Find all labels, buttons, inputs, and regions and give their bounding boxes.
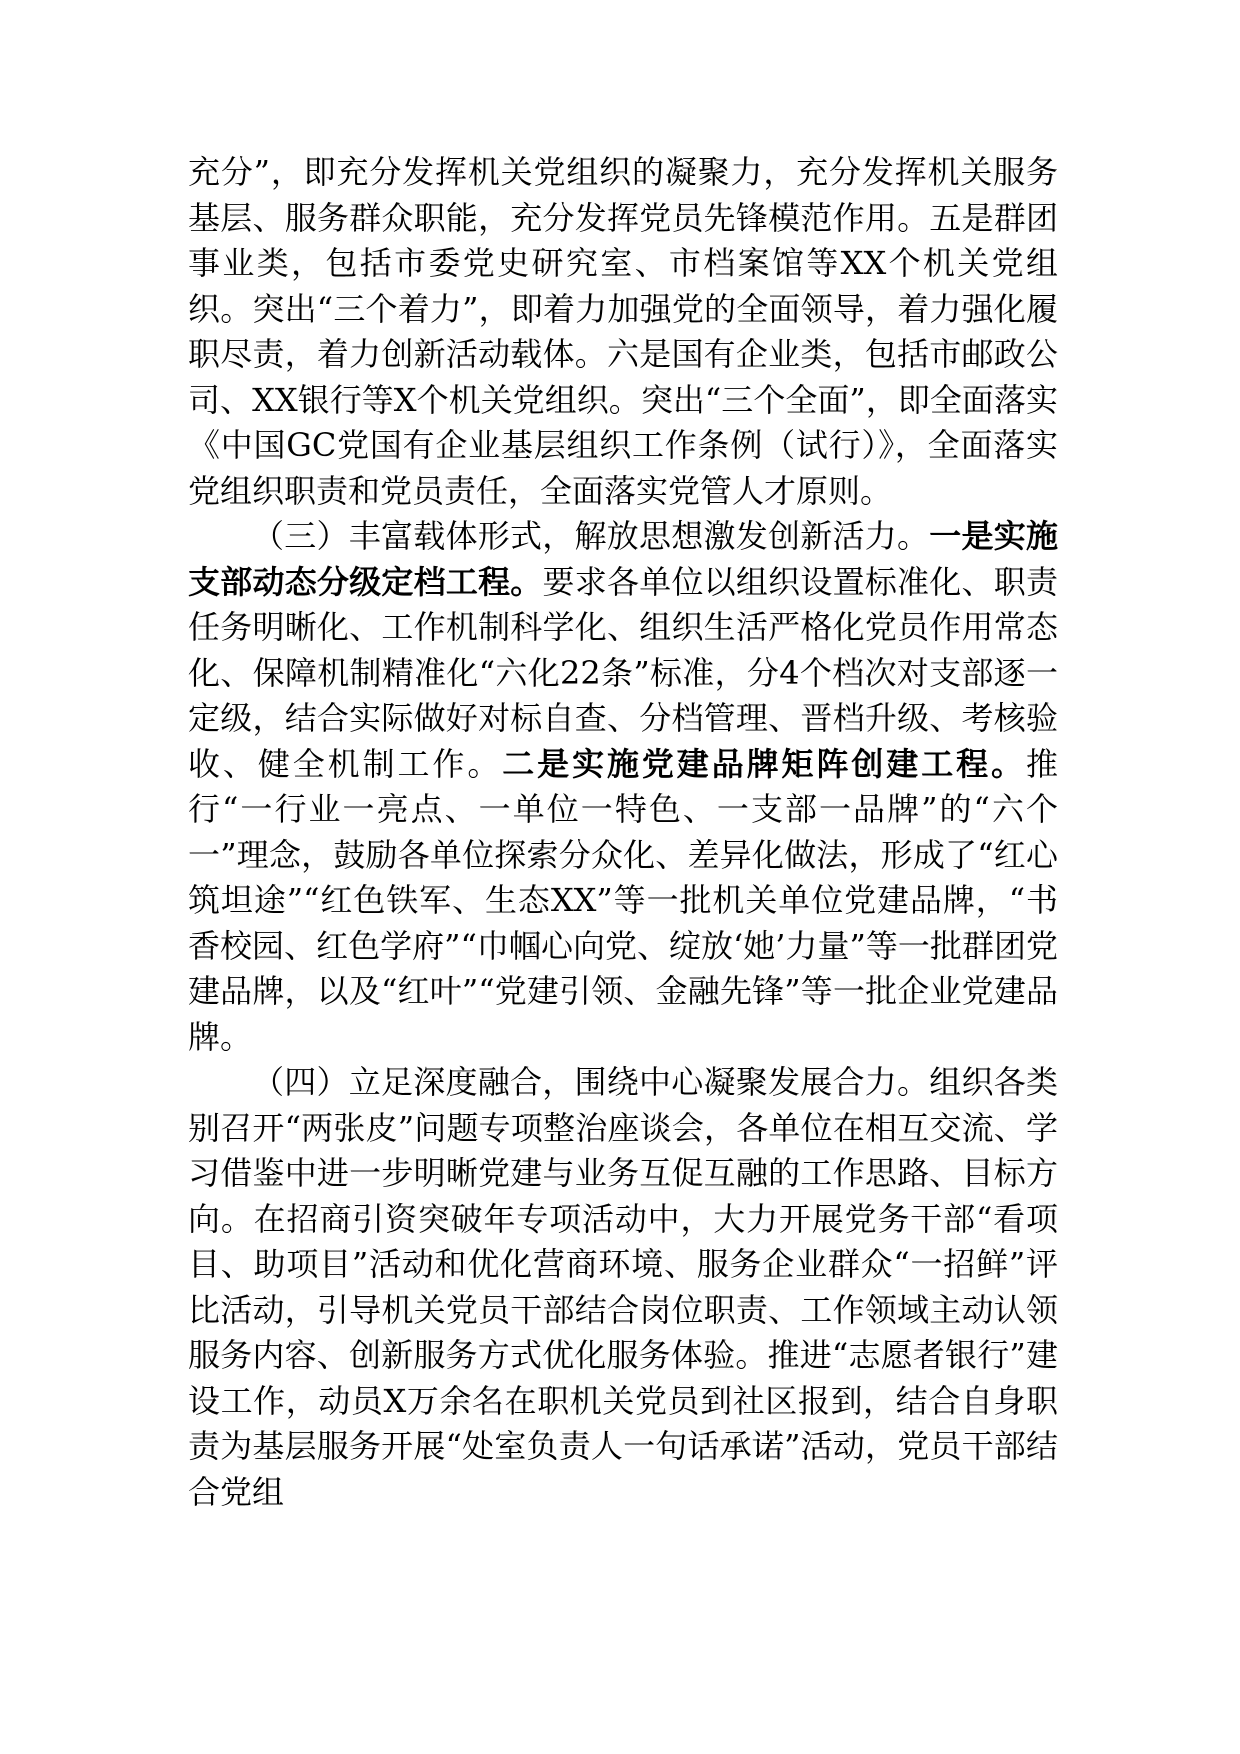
paragraph-2-body-1: 要求各单位以组织设置标准化、职责任务明晰化、工作机制科学化、组织生活严格化党员作用常态化、保障机制精准化“六化22条”标准，分4个档次对支部逐一定级，结合实际做好对标自查、分档管理、晋档升级、考核验收、健全机制工作。 <box>188 562 1058 783</box>
paragraph-2-bold-item-1: 一是实施支部动态分级定档工程。 <box>188 517 1058 601</box>
paragraph-1 <box>188 150 1058 514</box>
paragraph-2-bold-item-2: 二是实施党建品牌矩阵创建工程。 <box>502 744 1026 783</box>
paragraph-2 <box>188 514 1058 1060</box>
paragraph-2-body-2: 推行“一行业一亮点、一单位一特色、一支部一品牌”的“六个一”理念，鼓励各单位探索分众化、差异化做法，形成了“红心筑坦途”“红色铁军、生态XX”等一批机关单位党建品牌，“书香校园、红色学府”“巾帼心向党、绽放‘她’力量”等一批群团党建品牌，以及“红叶”“党建引领、金融先锋”等一批企业党建品牌。 <box>188 744 1058 1056</box>
document-page <box>188 150 1058 1515</box>
paragraph-3-text: （四）立足深度融合，围绕中心凝聚发展合力。组织各类别召开“两张皮”问题专项整治座谈会，各单位在相互交流、学习借鉴中进一步明晰党建与业务互促互融的工作思路、目标方向。在招商引资突破年专项活动中，大力开展党务干部“看项目、助项目”活动和优化营商环境、服务企业群众“一招鲜”评比活动，引导机关党员干部结合岗位职责、工作领域主动认领服务内容、创新服务方式优化服务体验。推进“志愿者银行”建设工作，动员X万余名在职机关党员到社区报到，结合自身职责为基层服务开展“处室负责人一句话承诺”活动，党员干部结合党组 <box>188 1063 1058 1511</box>
paragraph-3 <box>188 1060 1058 1515</box>
paragraph-2-heading: （三）丰富载体形式，解放思想激发创新活力。 <box>252 517 930 555</box>
paragraph-1-text: 充分”，即充分发挥机关党组织的凝聚力，充分发挥机关服务基层、服务群众职能，充分发挥党员先锋模范作用。五是群团事业类，包括市委党史研究室、市档案馆等XX个机关党组织。突出“三个着力”，即着力加强党的全面领导，着力强化履职尽责，着力创新活动载体。六是国有企业类，包括市邮政公司、XX银行等X个机关党组织。突出“三个全面”，即全面落实《中国GC党国有企业基层组织工作条例（试行）》，全面落实党组织职责和党员责任，全面落实党管人才原则。 <box>188 153 1058 510</box>
